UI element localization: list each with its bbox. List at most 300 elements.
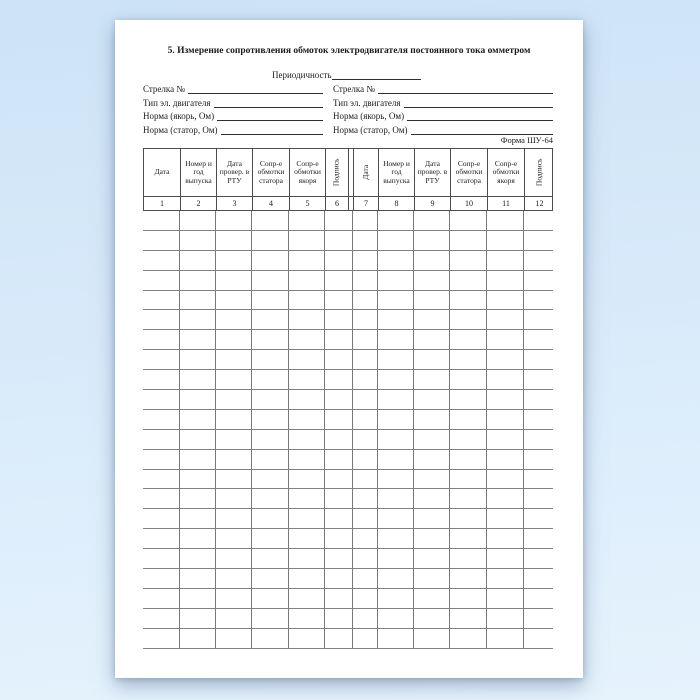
empty-cell (215, 211, 251, 230)
empty-cell (179, 370, 215, 389)
table-row (143, 529, 553, 549)
empty-cell (377, 370, 413, 389)
empty-cell (523, 251, 553, 270)
empty-cell (449, 589, 486, 608)
empty-cell (251, 291, 288, 310)
empty-cell (449, 410, 486, 429)
field-row (143, 82, 553, 95)
empty-cell (143, 569, 179, 588)
empty-cell (288, 291, 324, 310)
empty-cell (251, 629, 288, 648)
fill-in-line (378, 93, 553, 94)
header-cell-date: Дата (154, 167, 170, 177)
empty-cell (324, 549, 347, 568)
empty-cell (215, 589, 251, 608)
empty-cell (353, 549, 377, 568)
empty-cell (523, 430, 553, 449)
empty-cell (486, 629, 523, 648)
column-number: 6 (325, 197, 348, 210)
empty-cell (324, 470, 347, 489)
empty-cell (377, 470, 413, 489)
empty-cell (288, 330, 324, 349)
empty-cell (324, 231, 347, 250)
empty-cell (143, 310, 179, 329)
empty-cell (449, 470, 486, 489)
empty-cell (288, 509, 324, 528)
empty-cell (523, 330, 553, 349)
table-header (143, 148, 553, 211)
empty-cell (486, 310, 523, 329)
empty-cell (377, 450, 413, 469)
empty-cell (324, 251, 347, 270)
empty-cell (486, 589, 523, 608)
empty-cell (324, 489, 347, 508)
empty-cell (413, 310, 449, 329)
empty-cell (143, 549, 179, 568)
empty-cell (324, 569, 347, 588)
empty-cell (143, 350, 179, 369)
empty-cell (143, 470, 179, 489)
empty-cell (251, 549, 288, 568)
empty-cell (143, 609, 179, 628)
empty-cell (179, 211, 215, 230)
empty-cell (486, 450, 523, 469)
column-number: 12 (524, 197, 554, 210)
field-strelka-right (333, 82, 553, 95)
empty-cell (413, 629, 449, 648)
column-number: 3 (216, 197, 252, 210)
empty-cell (523, 489, 553, 508)
empty-cell (377, 589, 413, 608)
column-number: 2 (180, 197, 216, 210)
empty-cell (215, 310, 251, 329)
empty-cell (523, 569, 553, 588)
empty-cell (377, 410, 413, 429)
column-number: 8 (378, 197, 414, 210)
empty-cell (377, 231, 413, 250)
empty-cell (251, 390, 288, 409)
empty-cell (179, 291, 215, 310)
empty-cell (215, 509, 251, 528)
empty-cell (377, 549, 413, 568)
empty-cell (377, 211, 413, 230)
empty-cell (523, 211, 553, 230)
empty-cell (449, 291, 486, 310)
empty-cell (215, 569, 251, 588)
empty-cell (288, 450, 324, 469)
page-title: 5. Измерение сопротивления обмоток электродвигателя постоянного тока омметром (167, 46, 531, 56)
field-label: Стрелка № (333, 84, 375, 95)
fill-in-line (214, 107, 323, 108)
empty-cell (143, 589, 179, 608)
empty-cell (179, 330, 215, 349)
empty-cell (179, 350, 215, 369)
header-cell-stator-res: Сопр-е обмотки статора (252, 149, 289, 196)
empty-cell (324, 629, 347, 648)
empty-cell (251, 271, 288, 290)
empty-cell (324, 450, 347, 469)
empty-cell (251, 231, 288, 250)
empty-cell (215, 231, 251, 250)
empty-cell (413, 211, 449, 230)
empty-cell (353, 251, 377, 270)
table-row (143, 390, 553, 410)
empty-cell (179, 609, 215, 628)
empty-cell (288, 489, 324, 508)
empty-cell (353, 450, 377, 469)
empty-cell (251, 430, 288, 449)
empty-cell (413, 370, 449, 389)
empty-cell (449, 629, 486, 648)
table-body (143, 211, 553, 649)
table-row (143, 509, 553, 529)
empty-cell (449, 310, 486, 329)
empty-cell (251, 470, 288, 489)
empty-cell (523, 370, 553, 389)
empty-cell (179, 509, 215, 528)
empty-cell (523, 450, 553, 469)
column-number: 4 (252, 197, 289, 210)
fill-in-line (217, 120, 323, 121)
empty-cell (353, 410, 377, 429)
header-cell-check-date: Дата провер. в РТУ (414, 149, 450, 196)
empty-cell (449, 509, 486, 528)
field-motor-type-left (143, 95, 323, 108)
empty-cell (215, 251, 251, 270)
empty-cell (179, 589, 215, 608)
empty-cell (251, 410, 288, 429)
empty-cell (324, 370, 347, 389)
empty-cell (143, 291, 179, 310)
empty-cell (288, 370, 324, 389)
empty-cell (413, 251, 449, 270)
field-row (143, 109, 553, 122)
empty-cell (215, 549, 251, 568)
header-cell-stator-res: Сопр-е обмотки статора (450, 149, 487, 196)
empty-cell (143, 629, 179, 648)
empty-cell (143, 450, 179, 469)
empty-cell (523, 271, 553, 290)
field-row (143, 122, 553, 135)
empty-cell (251, 251, 288, 270)
table-row (143, 231, 553, 251)
empty-cell (523, 350, 553, 369)
empty-cell (251, 569, 288, 588)
table-row (143, 370, 553, 390)
header-cell-number-year: Номер и год выпуска (180, 149, 216, 196)
field-label: Норма (якорь, Ом) (143, 111, 215, 122)
empty-cell (353, 470, 377, 489)
empty-cell (288, 629, 324, 648)
header-cell-anchor-res: Сопр-е обмотки якоря (289, 149, 325, 196)
field-label: Тип эл. двигателя (143, 97, 211, 108)
table-row (143, 291, 553, 311)
empty-cell (353, 430, 377, 449)
empty-cell (486, 211, 523, 230)
empty-cell (413, 330, 449, 349)
empty-cell (486, 370, 523, 389)
empty-cell (251, 609, 288, 628)
empty-cell (486, 251, 523, 270)
empty-cell (179, 489, 215, 508)
empty-cell (413, 390, 449, 409)
empty-cell (449, 430, 486, 449)
empty-cell (377, 251, 413, 270)
table-row (143, 589, 553, 609)
field-label: Тип эл. двигателя (333, 97, 401, 108)
empty-cell (215, 271, 251, 290)
empty-cell (288, 310, 324, 329)
empty-cell (179, 271, 215, 290)
empty-cell (449, 549, 486, 568)
column-number: 5 (289, 197, 325, 210)
table-row (143, 489, 553, 509)
empty-cell (449, 211, 486, 230)
empty-cell (353, 310, 377, 329)
empty-cell (179, 410, 215, 429)
empty-cell (288, 271, 324, 290)
field-norm-stator-left (143, 122, 323, 135)
empty-cell (353, 271, 377, 290)
empty-cell (486, 569, 523, 588)
empty-cell (143, 529, 179, 548)
empty-cell (377, 291, 413, 310)
empty-cell (288, 549, 324, 568)
table-row (143, 251, 553, 271)
empty-cell (324, 211, 347, 230)
empty-cell (288, 231, 324, 250)
empty-cell (179, 470, 215, 489)
empty-cell (353, 489, 377, 508)
empty-cell (251, 529, 288, 548)
empty-cell (215, 370, 251, 389)
resistance-table (143, 148, 553, 649)
empty-cell (143, 489, 179, 508)
column-number: 1 (160, 198, 164, 208)
empty-cell (288, 390, 324, 409)
empty-cell (377, 609, 413, 628)
empty-cell (143, 370, 179, 389)
empty-cell (324, 589, 347, 608)
empty-cell (215, 350, 251, 369)
empty-cell (215, 470, 251, 489)
field-motor-type-right (333, 95, 553, 108)
empty-cell (324, 609, 347, 628)
empty-cell (288, 211, 324, 230)
empty-cell (179, 430, 215, 449)
empty-cell (179, 390, 215, 409)
table-row (143, 310, 553, 330)
empty-cell (449, 370, 486, 389)
empty-cell (377, 350, 413, 369)
empty-cell (215, 390, 251, 409)
empty-cell (413, 470, 449, 489)
empty-cell (324, 291, 347, 310)
empty-cell (215, 291, 251, 310)
field-label: Норма (якорь, Ом) (333, 111, 405, 122)
empty-cell (413, 509, 449, 528)
empty-cell (377, 271, 413, 290)
empty-cell (449, 390, 486, 409)
empty-cell (143, 251, 179, 270)
empty-cell (377, 330, 413, 349)
empty-cell (324, 529, 347, 548)
empty-cell (143, 271, 179, 290)
field-row (143, 95, 553, 108)
fill-in-line (404, 107, 553, 108)
document-page (115, 20, 583, 678)
empty-cell (413, 529, 449, 548)
empty-cell (324, 330, 347, 349)
empty-cell (215, 450, 251, 469)
field-norm-anchor-left (143, 109, 323, 122)
empty-cell (179, 629, 215, 648)
empty-cell (251, 330, 288, 349)
empty-cell (251, 589, 288, 608)
column-number: 11 (487, 197, 524, 210)
empty-cell (523, 470, 553, 489)
empty-cell (413, 609, 449, 628)
table-row (143, 569, 553, 589)
empty-cell (486, 350, 523, 369)
empty-cell (324, 410, 347, 429)
empty-cell (353, 569, 377, 588)
empty-cell (413, 271, 449, 290)
empty-cell (353, 629, 377, 648)
empty-cell (377, 569, 413, 588)
empty-cell (413, 589, 449, 608)
table-row (143, 629, 553, 649)
column-number: 7 (364, 198, 368, 208)
empty-cell (377, 489, 413, 508)
empty-cell (523, 410, 553, 429)
field-norm-anchor-right (333, 109, 553, 122)
empty-cell (449, 350, 486, 369)
empty-cell (215, 410, 251, 429)
empty-cell (143, 390, 179, 409)
empty-cell (288, 251, 324, 270)
empty-cell (143, 430, 179, 449)
table-row (143, 330, 553, 350)
empty-cell (523, 509, 553, 528)
empty-cell (324, 509, 347, 528)
empty-cell (353, 211, 377, 230)
empty-cell (288, 410, 324, 429)
empty-cell (413, 231, 449, 250)
empty-cell (486, 430, 523, 449)
empty-cell (377, 390, 413, 409)
field-label: Норма (статор, Ом) (143, 124, 218, 135)
empty-cell (486, 291, 523, 310)
empty-cell (523, 549, 553, 568)
fill-in-line (407, 120, 553, 121)
empty-cell (179, 569, 215, 588)
empty-cell (486, 410, 523, 429)
empty-cell (179, 529, 215, 548)
field-norm-stator-right (333, 122, 553, 135)
empty-cell (449, 450, 486, 469)
empty-cell (523, 310, 553, 329)
table-row (143, 470, 553, 490)
form-code: Форма ШУ-64 (500, 135, 553, 145)
empty-cell (251, 450, 288, 469)
empty-cell (377, 509, 413, 528)
empty-cell (288, 470, 324, 489)
empty-cell (413, 291, 449, 310)
header-cell-date: Дата (360, 165, 370, 180)
empty-cell (377, 629, 413, 648)
empty-cell (143, 410, 179, 429)
empty-cell (288, 589, 324, 608)
empty-cell (179, 549, 215, 568)
empty-cell (449, 529, 486, 548)
empty-cell (449, 231, 486, 250)
empty-cell (251, 350, 288, 369)
empty-cell (143, 330, 179, 349)
empty-cell (288, 529, 324, 548)
empty-cell (215, 609, 251, 628)
empty-cell (324, 430, 347, 449)
empty-cell (486, 390, 523, 409)
empty-cell (486, 271, 523, 290)
empty-cell (324, 390, 347, 409)
empty-cell (353, 291, 377, 310)
empty-cell (523, 589, 553, 608)
header-cell-signature: Подпись (325, 149, 348, 196)
periodicity-label: Периодичность (272, 70, 332, 80)
column-number: 9 (414, 197, 450, 210)
empty-cell (143, 211, 179, 230)
empty-cell (251, 509, 288, 528)
empty-cell (353, 509, 377, 528)
empty-cell (486, 609, 523, 628)
empty-cell (377, 310, 413, 329)
empty-cell (251, 370, 288, 389)
empty-cell (251, 310, 288, 329)
table-row (143, 211, 553, 231)
empty-cell (353, 231, 377, 250)
empty-cell (353, 350, 377, 369)
empty-cell (449, 489, 486, 508)
table-row (143, 430, 553, 450)
empty-cell (251, 489, 288, 508)
empty-cell (523, 390, 553, 409)
empty-cell (215, 430, 251, 449)
empty-cell (377, 529, 413, 548)
empty-cell (449, 251, 486, 270)
table-row (143, 410, 553, 430)
empty-cell (486, 330, 523, 349)
table-row (143, 350, 553, 370)
periodicity-row (272, 70, 542, 81)
fill-in-line (188, 93, 323, 94)
empty-cell (413, 350, 449, 369)
empty-cell (523, 529, 553, 548)
empty-cell (215, 489, 251, 508)
header-number-row (144, 196, 552, 210)
empty-cell (215, 529, 251, 548)
empty-cell (449, 271, 486, 290)
empty-cell (179, 450, 215, 469)
empty-cell (353, 330, 377, 349)
header-label-row (144, 149, 552, 196)
empty-cell (288, 350, 324, 369)
empty-cell (413, 450, 449, 469)
header-cell-check-date: Дата провер. в РТУ (216, 149, 252, 196)
empty-cell (449, 330, 486, 349)
field-strelka-left (143, 82, 323, 95)
empty-cell (215, 629, 251, 648)
